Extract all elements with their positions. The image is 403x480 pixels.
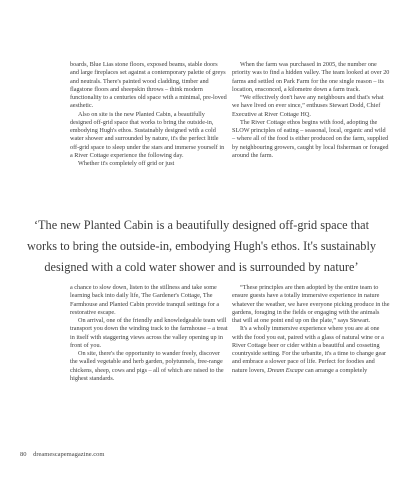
body-paragraph: Whether it's completely off grid or just (78, 160, 175, 167)
body-paragraph: On site, there's the opportunity to wander freely, discover the walled vegetable and herb garden, polytunnels, free-range chickens, sheep, cows and pigs – all of which are raised to the highest standards. (70, 350, 224, 382)
body-paragraph: Also on site is the new Planted Cabin, a beautifully designed off-grid space that works to bring the outside-in, embodying Hugh's ethos. Sustainably designed with a cold water shower and surrounded by nature, it's the perfect little off-grid space to sleep under the stars and immerse yourself in a River Cottage experience the following day. (70, 110, 225, 159)
website-link[interactable]: dreamescapemagazine.com (33, 451, 105, 458)
body-paragraph: “We effectively don't have any neighbours and that's what we have lived on ever since,” enthuses Stewart Dodd, Chief Executive at River Cottage HQ. (232, 94, 384, 118)
body-paragraph: The River Cottage ethos begins with food, adopting the SLOW principles of eating – seasonal, local, organic and wild – where all of the food is either produced on the farm, supplied by neighbouring growers, caught by local fisherman or foraged around the farm. (232, 118, 389, 159)
body-text: can arrange a completely (303, 366, 368, 374)
magazine-name: Dream Escape (267, 366, 304, 374)
body-paragraph: boards, Blue Lias stone floors, exposed beams, stable doors and large fireplaces set against a contemporary palette of greys and neutrals. There's painted wood cladding, timber and flagstone floors and sheepskin throws – think modern functionality to a centuries old space with a minimal, pre-loved aesthetic. (70, 61, 227, 110)
bottom-right-column (232, 284, 390, 375)
body-text: It's a wholly immersive experience where you are at one with the food you eat, paired with a glass of natural wine or a River Cottage beer or cider within a beautiful and cosseting countryside setting. For the urbanite, it's a time to change gear and embrace a slower pace of life. Perfect for foodies and nature lovers, (232, 325, 387, 374)
body-paragraph: a chance to slow down, listen to the stillness and take some learning back into daily life, The Gardener's Cottage, The Farmhouse and Planted Cabin provide tranquil settings for a restorative escape. (70, 284, 220, 316)
bottom-left-column (70, 284, 228, 383)
top-left-column (70, 61, 228, 168)
body-paragraph (232, 325, 390, 375)
page-number: 80 (20, 451, 27, 458)
pull-quote: ‘The new Planted Cabin is a beautifully designed off-grid space that works to bring the outside-in, embodying Hugh's ethos. It's sustainably designed with a cold water shower and is surrounded by nature’ (26, 218, 377, 274)
body-paragraph: “These principles are then adopted by the entire team to ensure guests have a totally immersive experience in nature whatever the weather, we have everyone picking produce in the gardens, foraging in the fields or engaging with the animals that will at one point end up on the plate,” says Stewart. (232, 284, 390, 324)
body-paragraph: On arrival, one of the friendly and knowledgeable team will transport you down the winding track to the farmhouse – a treat in itself with staggering views across the valley opening up in front of you. (70, 317, 228, 349)
page-footer (20, 451, 104, 458)
top-right-column (232, 61, 390, 160)
body-paragraph: When the farm was purchased in 2005, the number one priority was to find a hidden valley. The team looked at over 20 farms and settled on Park Farm for the one single reason – its location, ensconced, a kilometre down a farm track. (232, 61, 390, 93)
